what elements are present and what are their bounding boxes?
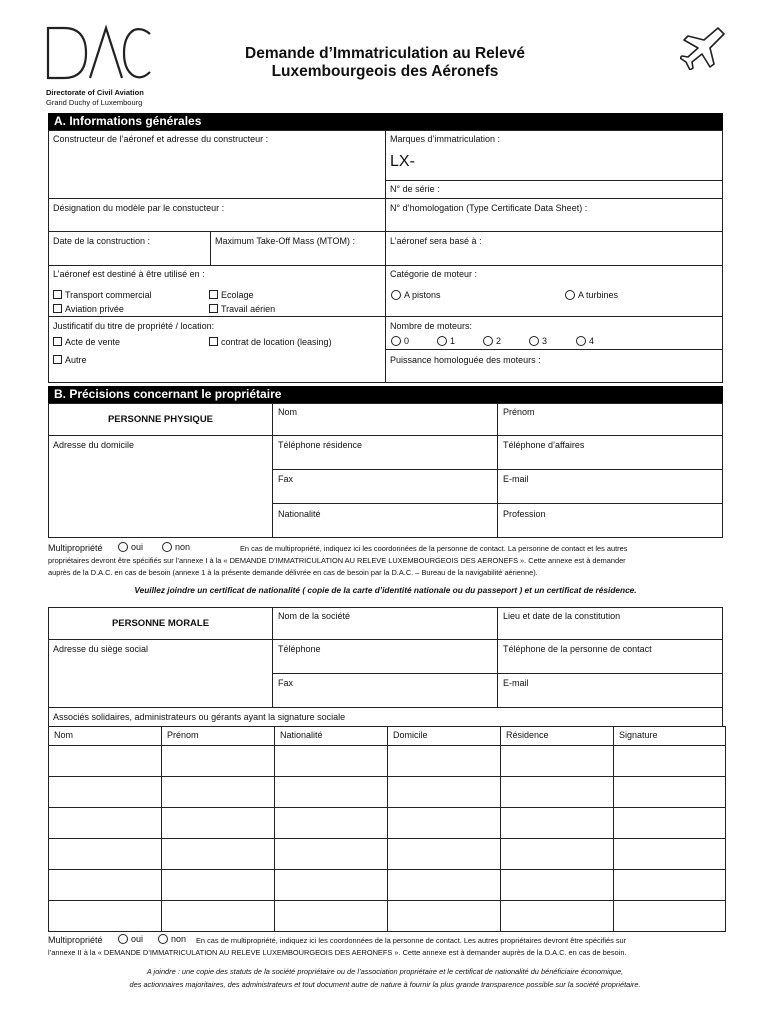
associes-cell[interactable] (161, 745, 275, 777)
mtom-label: Maximum Take-Off Mass (MTOM) : (215, 236, 356, 246)
serie-label: N° de série : (390, 184, 440, 194)
moteur-pistons-radio[interactable]: A pistons (391, 290, 441, 300)
morale-fax-field[interactable] (272, 673, 498, 708)
associes-cell[interactable] (161, 900, 275, 932)
associes-cell[interactable] (613, 869, 726, 901)
radio-icon (483, 336, 493, 346)
fax-label: Fax (278, 474, 294, 484)
footer-line2: des actionnaires majoritaires, des administrateurs et tout document autre de nature à fournir la plus grande transparence possible sur la société propriétaire. (129, 980, 641, 989)
radio-icon (391, 336, 401, 346)
checkbox-icon (209, 304, 218, 313)
checkbox-icon (53, 337, 62, 346)
associes-header-label: Nom (54, 730, 74, 740)
associes-header-cell (613, 726, 726, 746)
associes-cell[interactable] (500, 776, 614, 808)
nationality-note: Veuillez joindre un certificat de nationalité ( copie de la carte d’identité nationale ou du passeport ) et un certificat de résidence. (134, 585, 637, 595)
associes-cell[interactable] (387, 745, 501, 777)
profession-label: Profession (503, 509, 546, 519)
associes-cell[interactable] (613, 776, 726, 808)
moteur-turbines-radio[interactable]: A turbines (565, 290, 618, 300)
associes-cell[interactable] (274, 869, 388, 901)
radio-icon (576, 336, 586, 346)
checkbox-icon (53, 304, 62, 313)
nb-moteurs-2-radio[interactable]: 2 (483, 336, 501, 346)
associes-cell[interactable] (613, 807, 726, 839)
associes-cell[interactable] (387, 838, 501, 870)
associes-cell[interactable] (387, 869, 501, 901)
justif-location-checkbox[interactable]: contrat de location (leasing) (209, 337, 332, 347)
associes-header-cell (48, 726, 162, 746)
radio-icon (529, 336, 539, 346)
usage-travail-checkbox[interactable]: Travail aérien (209, 304, 275, 314)
multi1-note-line3: auprès de la D.A.C. en cas de besoin (annexe 1 à la présente demande délivrée en cas de besoin par la D.A.C. – Bureau de la navigabilité aérienne). (48, 568, 538, 577)
associes-cell[interactable] (48, 838, 162, 870)
associes-cell[interactable] (161, 869, 275, 901)
associes-cell[interactable] (161, 776, 275, 808)
associes-cell[interactable] (500, 838, 614, 870)
lieu-date-label: Lieu et date de la constitution (503, 611, 621, 621)
associes-label: Associés solidaires, administrateurs ou gérants ayant la signature sociale (53, 712, 346, 722)
associes-cell[interactable] (387, 900, 501, 932)
morale-heading: PERSONNE MORALE (111, 618, 210, 629)
tel-residence-label: Téléphone résidence (278, 440, 363, 450)
associes-cell[interactable] (387, 807, 501, 839)
associes-header-label: Signature (619, 730, 658, 740)
associes-cell[interactable] (613, 900, 726, 932)
associes-cell[interactable] (48, 807, 162, 839)
associes-cell[interactable] (274, 745, 388, 777)
marques-value: LX- (390, 153, 415, 170)
morale-email-field[interactable] (497, 673, 723, 708)
justif-autre-checkbox[interactable]: Autre (53, 355, 87, 365)
associes-header-cell (387, 726, 501, 746)
multi2-oui-radio[interactable]: oui (118, 934, 143, 944)
usage-label: L’aéronef est destiné à être utilisé en : (53, 269, 205, 279)
radio-icon (118, 542, 128, 552)
designation-label: Désignation du modèle par le constucteur : (53, 203, 225, 213)
associes-header-label: Résidence (506, 730, 549, 740)
usage-ecolage-checkbox[interactable]: Ecolage (209, 290, 254, 300)
nb-moteurs-0-radio[interactable]: 0 (391, 336, 409, 346)
nom-label: Nom (278, 407, 298, 417)
associes-table (48, 726, 723, 931)
associes-header-cell (161, 726, 275, 746)
tel-affaires-label: Téléphone d’affaires (503, 440, 585, 450)
radio-icon (118, 934, 128, 944)
section-b-title: B. Précisions concernant le propriétaire (48, 386, 723, 403)
multi2-note-line2: l’annexe II à la « DEMANDE D’IMMATRICULATION AU RELEVE LUXEMBOURGEOIS DES AERONEFS ». Cette annexe est à demander auprès de la D.A.C. en cas de besoin. (48, 948, 627, 957)
email-label: E-mail (503, 474, 529, 484)
associes-cell[interactable] (387, 776, 501, 808)
associes-cell[interactable] (161, 807, 275, 839)
adresse-domicile-field[interactable] (48, 435, 273, 538)
dac-logo-mark (46, 22, 156, 84)
checkbox-icon (53, 355, 62, 364)
multi1-non-radio[interactable]: non (162, 542, 190, 552)
associes-cell[interactable] (48, 776, 162, 808)
multi1-label: Multipropriété (48, 543, 103, 553)
associes-cell[interactable] (48, 869, 162, 901)
fax-field[interactable] (272, 469, 498, 504)
adresse-siege-label: Adresse du siège social (53, 644, 149, 654)
associes-header-label: Nationalité (280, 730, 323, 740)
section-a-title: A. Informations générales (48, 113, 723, 130)
associes-cell[interactable] (48, 745, 162, 777)
puissance-label: Puissance homologuée des moteurs : (390, 355, 541, 365)
nb-moteurs-3-radio[interactable]: 3 (529, 336, 547, 346)
page-title-line1: Demande d’Immatriculation au Relevé (245, 45, 525, 62)
physique-heading: PERSONNE PHYSIQUE (107, 414, 214, 425)
multi1-oui-radio[interactable]: oui (118, 542, 143, 552)
morale-fax-label: Fax (278, 678, 294, 688)
associes-header-cell (274, 726, 388, 746)
moteur-cat-label: Catégorie de moteur : (390, 269, 478, 279)
multi1-note-line2: propriétaires devront être spécifiés sur l’annexe I à la « DEMANDE D’IMMATRICULATION AU RELEVE LUXEMBOURGEOIS DES AERONEFS ». Cette annexe est à demander (48, 556, 626, 565)
associes-cell[interactable] (274, 900, 388, 932)
org-line2: Grand Duchy of Luxembourg (46, 98, 143, 107)
nb-moteurs-4-radio[interactable]: 4 (576, 336, 594, 346)
nom-field[interactable] (272, 403, 498, 436)
constructeur-label: Constructeur de l’aéronef et adresse du constructeur : (53, 134, 269, 144)
radio-icon (162, 542, 172, 552)
checkbox-icon (209, 337, 218, 346)
usage-privee-checkbox[interactable]: Aviation privée (53, 304, 124, 314)
morale-email-label: E-mail (503, 678, 529, 688)
checkbox-icon (53, 290, 62, 299)
dac-logo (46, 22, 156, 84)
nb-moteurs-1-radio[interactable]: 1 (437, 336, 455, 346)
page-title (190, 45, 580, 81)
email-field[interactable] (497, 469, 723, 504)
radio-icon (391, 290, 401, 300)
date-construction-label: Date de la construction : (53, 236, 151, 246)
associes-cell[interactable] (613, 745, 726, 777)
org-line1: Directorate of Civil Aviation (46, 88, 144, 97)
multi1-note-line1: En cas de multipropriété, indiquez ici les coordonnées de la personne de contact. La personne de contact et les autres (240, 544, 628, 553)
radio-icon (158, 934, 168, 944)
associes-cell[interactable] (274, 776, 388, 808)
radio-icon (565, 290, 575, 300)
usage-transport-checkbox[interactable]: Transport commercial (53, 290, 152, 300)
multi2-non-radio[interactable]: non (158, 934, 186, 944)
tel-contact-label: Téléphone de la personne de contact (503, 644, 652, 654)
page-title-line2: Luxembourgeois des Aéronefs (271, 63, 499, 80)
nationalite-label: Nationalité (278, 509, 321, 519)
morale-tel-label: Téléphone (278, 644, 321, 654)
associes-cell[interactable] (161, 838, 275, 870)
prenom-label: Prénom (503, 407, 535, 417)
radio-icon (437, 336, 447, 346)
societe-label: Nom de la société (278, 611, 351, 621)
associes-header-cell (500, 726, 614, 746)
adresse-domicile-label: Adresse du domicile (53, 440, 135, 450)
justif-label: Justificatif du titre de propriété / location: (53, 321, 215, 331)
associes-cell[interactable] (500, 807, 614, 839)
associes-header-label: Domicile (393, 730, 428, 740)
associes-cell[interactable] (274, 838, 388, 870)
base-label: L’aéronef sera basé à : (390, 236, 482, 246)
multi2-note-line1: En cas de multipropriété, indiquez ici les coordonnées de la personne de contact. Les autres propriétaires devront être spécifiés sur (196, 936, 627, 945)
associes-cell[interactable] (48, 900, 162, 932)
associes-header-label: Prénom (167, 730, 199, 740)
justif-vente-checkbox[interactable]: Acte de vente (53, 337, 120, 347)
multi2-label: Multipropriété (48, 935, 103, 945)
associes-cell[interactable] (500, 745, 614, 777)
associes-cell[interactable] (613, 838, 726, 870)
associes-cell[interactable] (500, 869, 614, 901)
associes-cell[interactable] (274, 807, 388, 839)
footer-line1: A joindre : une copie des statuts de la société propriétaire ou de l’association propriétaire et le certificat de nationalité du bénéficiaire économique, (146, 967, 624, 976)
nb-moteurs-label: Nombre de moteurs: (390, 321, 473, 331)
checkbox-icon (209, 290, 218, 299)
airplane-icon (680, 26, 726, 70)
homologation-label: N° d’homologation (Type Certificate Data Sheet) : (390, 203, 588, 213)
associes-cell[interactable] (500, 900, 614, 932)
marques-label: Marques d’immatriculation : (390, 134, 501, 144)
